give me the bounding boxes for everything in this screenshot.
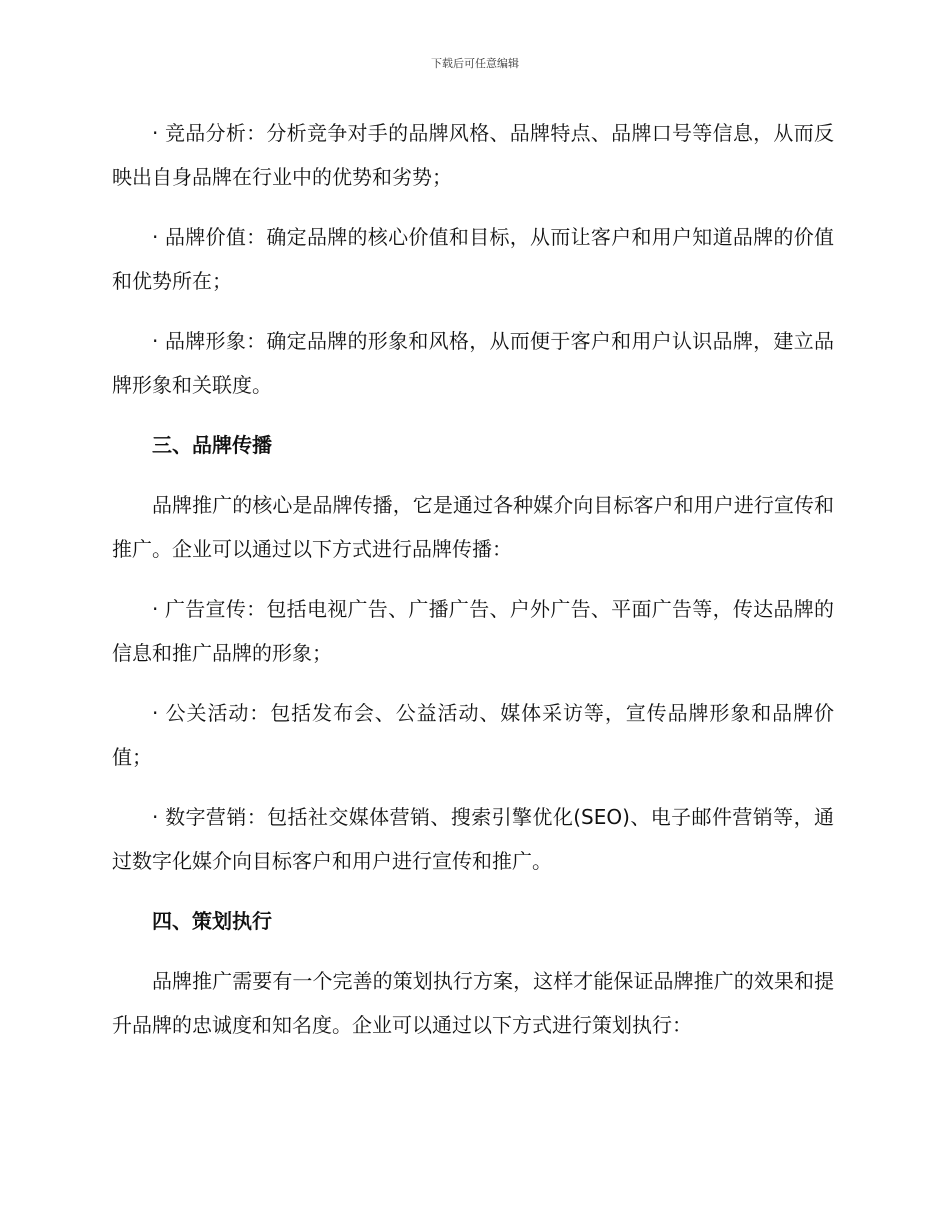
header-note: 下载后可任意编辑 — [431, 57, 519, 70]
bullet-advertising: · 广告宣传：包括电视广告、广播广告、户外广告、平面广告等，传达品牌的信息和推广品牌的形象； — [112, 597, 834, 665]
bullet-brand-image: · 品牌形象：确定品牌的形象和风格，从而便于客户和用户认识品牌，建立品牌形象和关联度。 — [112, 329, 834, 397]
bullet-brand-value: · 品牌价值：确定品牌的核心价值和目标，从而让客户和用户知道品牌的价值和优势所在； — [112, 225, 834, 293]
paragraph-brand-communication-intro: 品牌推广的核心是品牌传播，它是通过各种媒介向目标客户和用户进行宣传和推广。企业可以通过以下方式进行品牌传播： — [112, 493, 834, 561]
section-heading-planning-execution: 四、策划执行 — [152, 909, 272, 933]
bullet-digital-marketing: · 数字营销：包括社交媒体营销、搜索引擎优化(SEO)、电子邮件营销等，通过数字化媒介向目标客户和用户进行宣传和推广。 — [112, 805, 834, 873]
paragraph-planning-execution-intro: 品牌推广需要有一个完善的策划执行方案，这样才能保证品牌推广的效果和提升品牌的忠诚度和知名度。企业可以通过以下方式进行策划执行： — [112, 969, 834, 1037]
document-body — [112, 111, 834, 1063]
bullet-competitor-analysis: · 竞品分析：分析竞争对手的品牌风格、品牌特点、品牌口号等信息，从而反映出自身品牌在行业中的优势和劣势； — [112, 121, 834, 189]
bullet-public-relations: · 公关活动：包括发布会、公益活动、媒体采访等，宣传品牌形象和品牌价值； — [112, 701, 834, 769]
section-heading-brand-communication: 三、品牌传播 — [152, 433, 272, 457]
